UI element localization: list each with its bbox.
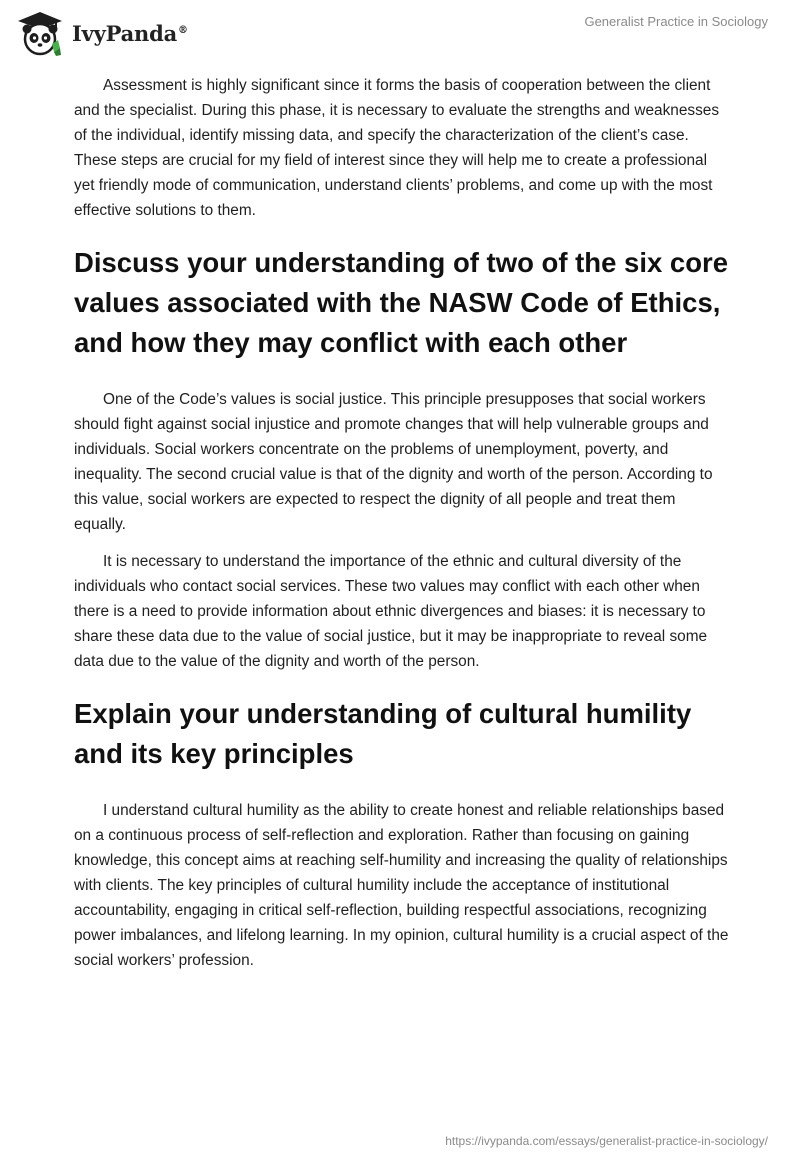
page-header [0,0,800,70]
source-url-link[interactable]: https://ivypanda.com/essays/generalist-practice-in-sociology/ [445,1134,768,1148]
logo-wordmark: IvyPanda® [72,20,188,46]
paragraph-diversity: It is necessary to understand the importance of the ethnic and cultural diversity of the individuals who contact social services. These two values may conflict with each other when there is a need to provide information about ethnic divergences and biases: it is necessary to share these data due to the value of social justice, but it may be inappropriate to reveal some data due to the value of the dignity and worth of the person. [74,553,708,670]
paragraph-cultural-humility: I understand cultural humility as the ability to create honest and reliable relationships based on a continuous process of self-reflection and exploration. Rather than focusing on gaining knowledge, this concept aims at reaching self-humility and increasing the quality of relationships with clients. The key principles of cultural humility include the acceptance of institutional accountability, engaging in critical self-reflection, building respectful associations, recognizing power imbalances, and lifelong learning. In my opinion, cultural humility is a crucial aspect of the social workers’ profession. [74,802,729,969]
essay-body [74,70,730,985]
document-title: Generalist Practice in Sociology [584,14,768,29]
paragraph-social-justice: One of the Code’s values is social justice. This principle presupposes that social workers should fight against social injustice and promote changes that will help vulnerable groups and individuals. Social workers concentrate on the problems of unemployment, poverty, and inequality. The second crucial value is that of the dignity and worth of the person. According to this value, social workers are expected to respect the dignity of all people and treat them equally. [74,391,713,533]
heading-cultural-humility: Explain your understanding of cultural humility and its key principles [74,698,692,769]
panda-icon [14,10,66,56]
registered-mark: ® [178,24,188,36]
ivypanda-logo[interactable] [14,8,188,58]
heading-core-values: Discuss your understanding of two of the six core values associated with the NASW Code of Ethics, and how they may conflict with each other [74,247,728,358]
paragraph-assessment: Assessment is highly significant since it forms the basis of cooperation between the client and the specialist. During this phase, it is necessary to evaluate the strengths and weaknesses of the individual, identify missing data, and specify the characterization of the client’s case. These steps are crucial for my field of interest since they will help me to create a professional yet friendly mode of communication, understand clients’ problems, and come up with the most effective solutions to them. [74,77,720,219]
